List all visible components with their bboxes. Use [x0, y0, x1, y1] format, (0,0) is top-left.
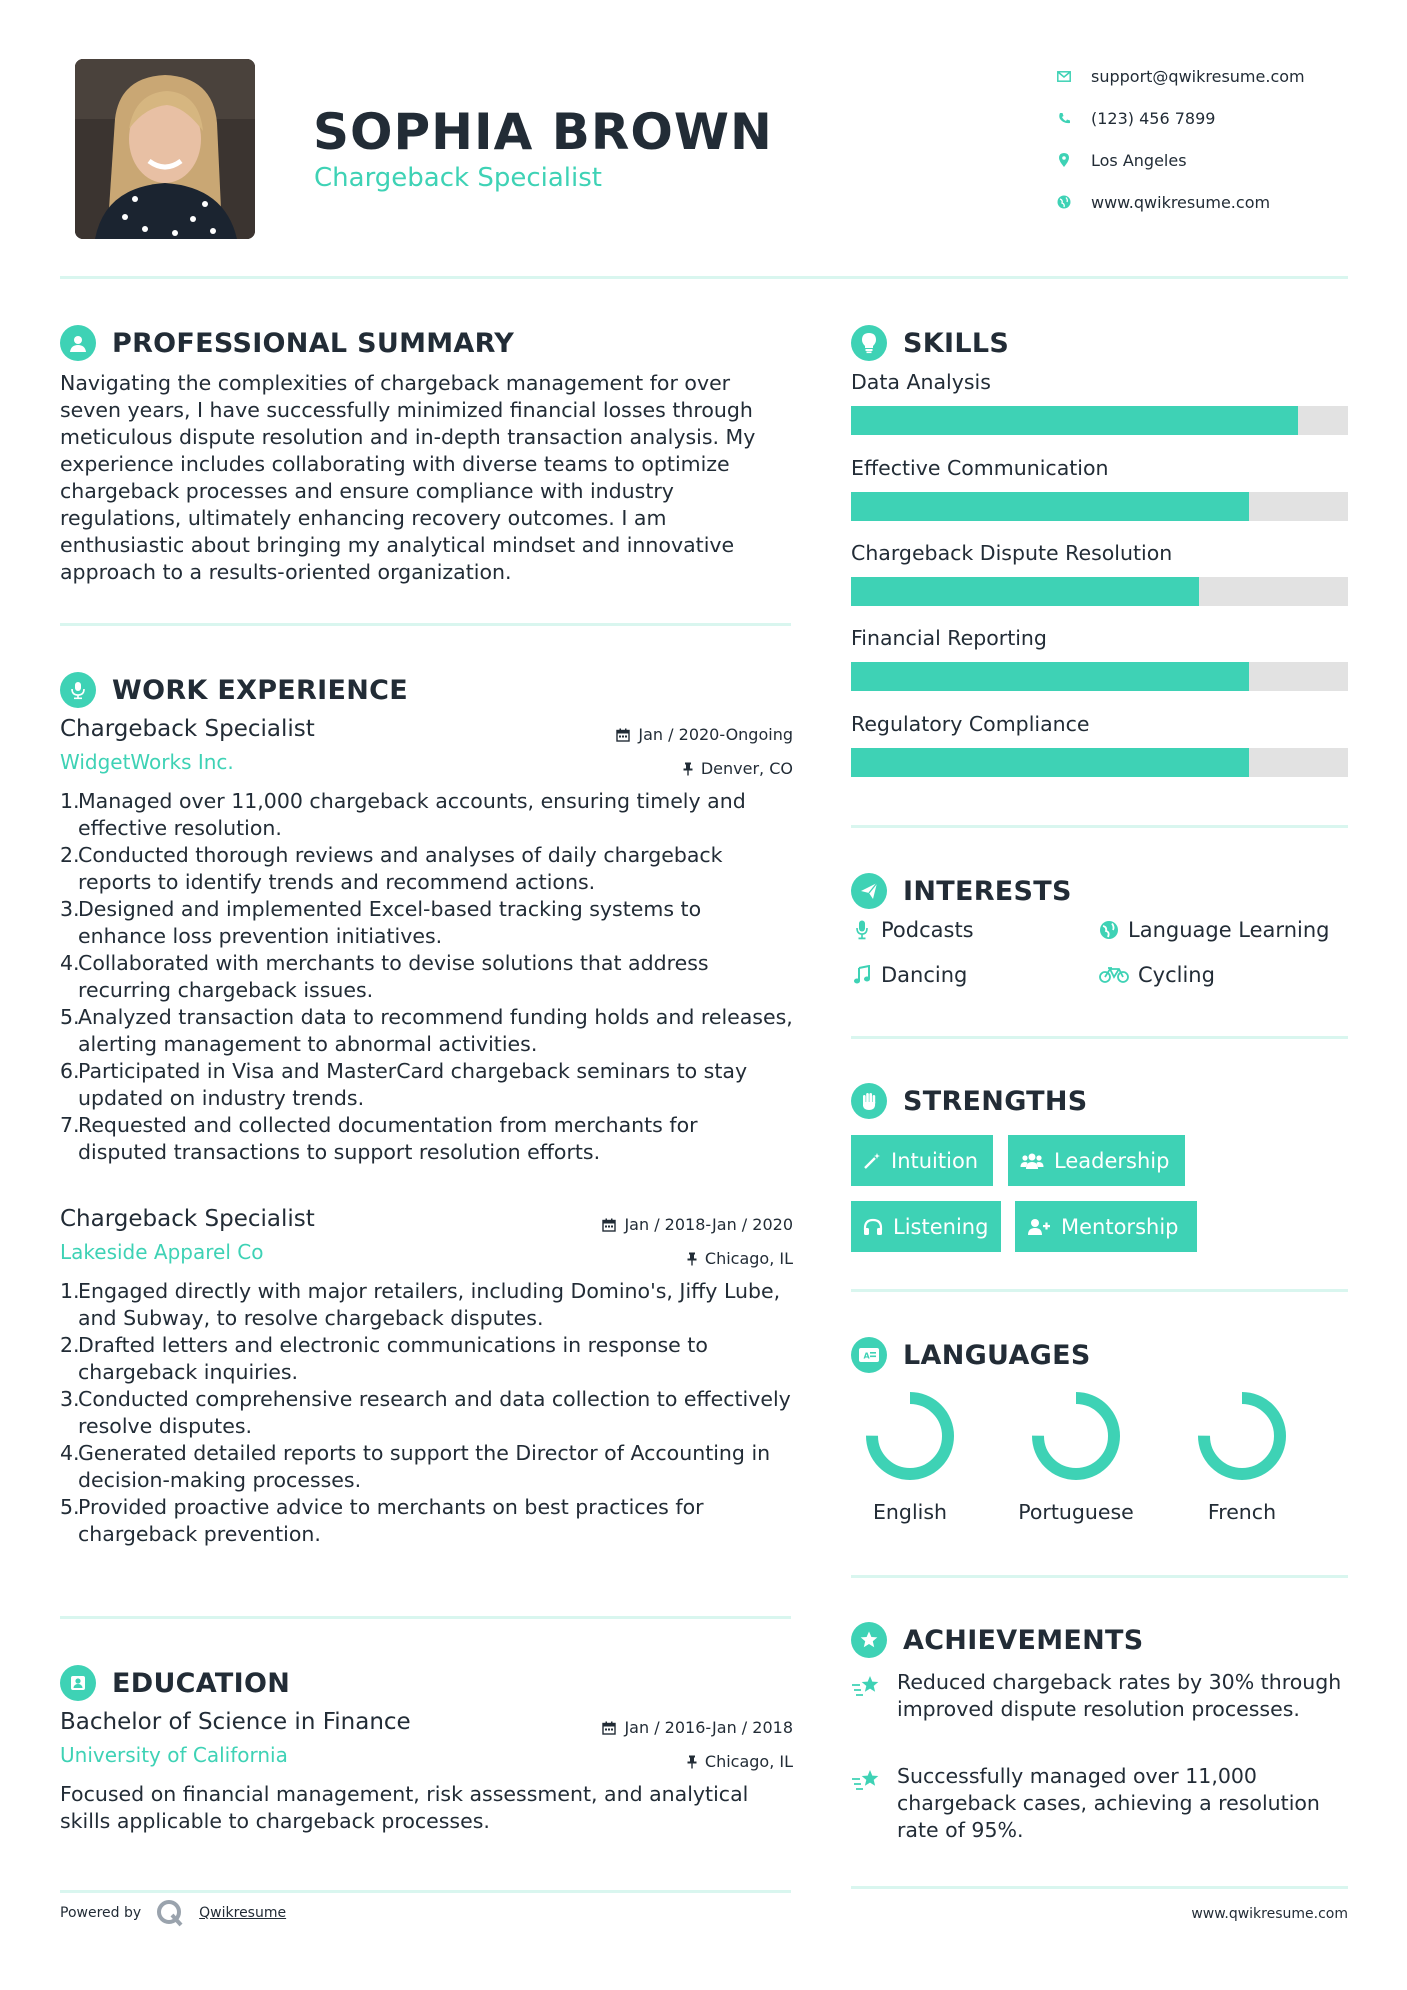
work-title: WORK EXPERIENCE: [112, 674, 408, 706]
footer-powered-by: [60, 1898, 286, 1928]
duty-number: 3.: [60, 1387, 80, 1411]
shooting-star-icon: [851, 1763, 885, 1844]
contact-phone[interactable]: [1055, 97, 1375, 139]
pin-icon: [683, 762, 693, 776]
duty-number: 4.: [60, 951, 80, 975]
job-duty-item: [60, 1494, 793, 1548]
language-name: Portuguese: [1018, 1500, 1134, 1524]
job-location-text: Chicago, IL: [704, 1249, 793, 1268]
duty-text: Generated detailed reports to support the Director of Accounting in decision-making processes.: [78, 1441, 771, 1492]
job-date-text: Jan / 2020-Ongoing: [638, 725, 793, 744]
duty-number: 6.: [60, 1059, 80, 1083]
user-icon: [60, 325, 96, 361]
contact-email-text: support@qwikresume.com: [1091, 66, 1305, 86]
strengths-divider: [851, 1289, 1348, 1292]
language-item: [1172, 1388, 1312, 1524]
job-duty-item: [60, 1112, 793, 1166]
job-duty-item: [60, 1332, 793, 1386]
duty-number: 3.: [60, 897, 80, 921]
achievement-text: Successfully managed over 11,000 chargeback cases, achieving a resolution rate of 95%.: [897, 1764, 1320, 1842]
skill-item: [851, 712, 1348, 777]
job-location: [683, 759, 793, 778]
magic-wand-icon: [863, 1152, 881, 1170]
strength-label: Intuition: [891, 1148, 979, 1173]
job-duty-item: [60, 1058, 793, 1112]
education-entry: [60, 1709, 793, 1835]
job-title: Chargeback Specialist: [60, 716, 315, 742]
calendar-icon: [616, 728, 630, 742]
duty-text: Conducted comprehensive research and data collection to effectively resolve disputes.: [78, 1387, 791, 1438]
skill-item: [851, 456, 1348, 521]
star-badge-icon: [851, 1622, 887, 1658]
strengths-title: STRENGTHS: [903, 1085, 1088, 1117]
globe-icon: [1055, 193, 1073, 211]
work-header: [60, 672, 408, 708]
microphone-icon: [851, 920, 873, 940]
achievements-title: ACHIEVEMENTS: [903, 1624, 1144, 1656]
skills-header: [851, 325, 1009, 361]
contact-email[interactable]: [1055, 55, 1375, 97]
envelope-icon: [1055, 67, 1073, 85]
achievement-text: Reduced chargeback rates by 30% through improved dispute resolution processes.: [897, 1670, 1342, 1721]
achievements-header: [851, 1622, 1144, 1658]
interest-label: Language Learning: [1128, 918, 1330, 942]
interest-label: Cycling: [1138, 963, 1215, 987]
skill-bar-fill: [851, 662, 1249, 691]
briefcase-icon: [60, 672, 96, 708]
interest-label: Podcasts: [881, 918, 974, 942]
job-duty-item: [60, 1278, 793, 1332]
interest-item: [1098, 963, 1215, 987]
skill-bar-fill: [851, 748, 1249, 777]
skill-bar: [851, 748, 1348, 777]
interests-header: [851, 873, 1072, 909]
duty-text: Provided proactive advice to merchants on best practices for chargeback prevention.: [78, 1495, 704, 1546]
duty-text: Collaborated with merchants to devise solutions that address recurring chargeback issues.: [78, 951, 709, 1002]
skill-item: [851, 541, 1348, 606]
candidate-role: Chargeback Specialist: [314, 163, 602, 193]
interests-divider: [851, 1036, 1348, 1039]
achievement-item: [851, 1669, 1351, 1723]
language-gauge: [862, 1388, 958, 1484]
education-title: EDUCATION: [112, 1667, 291, 1699]
language-name: English: [872, 1500, 948, 1524]
job-duties: [60, 788, 793, 1166]
qwikresume-logo-icon: [155, 1898, 185, 1928]
duty-text: Participated in Visa and MasterCard chargeback seminars to stay updated on industry trends.: [78, 1059, 748, 1110]
globe-icon: [1098, 920, 1120, 940]
job-company: WidgetWorks Inc.: [60, 750, 234, 774]
interest-item: [851, 963, 967, 987]
duty-number: 1.: [60, 1279, 80, 1303]
duty-text: Drafted letters and electronic communications in response to chargeback inquiries.: [78, 1333, 708, 1384]
job-title: Chargeback Specialist: [60, 1206, 315, 1232]
lightbulb-icon: [851, 325, 887, 361]
contact-website-text: www.qwikresume.com: [1091, 192, 1271, 212]
music-note-icon: [851, 965, 873, 985]
languages-divider: [851, 1575, 1348, 1578]
duty-number: 2.: [60, 1333, 80, 1357]
shooting-star-icon: [851, 1669, 885, 1723]
education-date-text: Jan / 2016-Jan / 2018: [624, 1718, 793, 1737]
job-duty-item: [60, 950, 793, 1004]
contact-website[interactable]: [1055, 181, 1375, 223]
calendar-icon: [602, 1721, 616, 1735]
contact-phone-text: (123) 456 7899: [1091, 108, 1216, 128]
paper-plane-icon: [851, 873, 887, 909]
degree-title: Bachelor of Science in Finance: [60, 1709, 411, 1735]
duty-number: 5.: [60, 1005, 80, 1029]
strength-label: Listening: [893, 1214, 989, 1239]
interests-title: INTERESTS: [903, 875, 1072, 907]
school-name: University of California: [60, 1743, 288, 1767]
job-location-text: Denver, CO: [700, 759, 793, 778]
education-header: [60, 1665, 290, 1701]
skill-item: [851, 626, 1348, 691]
skill-bar-fill: [851, 406, 1298, 435]
graduation-icon: [60, 1665, 96, 1701]
contact-block: [1055, 55, 1375, 223]
job-duty-item: [60, 1004, 793, 1058]
job-duty-item: [60, 1440, 793, 1494]
header-divider: [60, 276, 1348, 279]
pin-icon: [687, 1252, 697, 1266]
phone-icon: [1055, 109, 1073, 127]
calendar-icon: [602, 1218, 616, 1232]
contact-location: [1055, 139, 1375, 181]
language-item: [840, 1388, 980, 1524]
skill-bar: [851, 492, 1348, 521]
skill-name: Effective Communication: [851, 456, 1109, 480]
users-icon: [1020, 1152, 1044, 1170]
duty-number: 2.: [60, 843, 80, 867]
interest-item: [851, 918, 974, 942]
footer-website[interactable]: www.qwikresume.com: [1191, 1906, 1348, 1922]
duty-number: 1.: [60, 789, 80, 813]
job-date-text: Jan / 2018-Jan / 2020: [624, 1215, 793, 1234]
qwikresume-link[interactable]: Qwikresume: [199, 1905, 287, 1921]
pin-icon: [687, 1755, 697, 1769]
achievements-divider: [851, 1886, 1348, 1889]
education-location: [687, 1752, 793, 1771]
job-date: [616, 725, 793, 744]
language-item: [1006, 1388, 1146, 1524]
strengths-header: [851, 1083, 1088, 1119]
duty-text: Analyzed transaction data to recommend funding holds and releases, alerting management to abnormal activities.: [78, 1005, 793, 1056]
duty-text: Requested and collected documentation from merchants for disputed transactions to support resolution efforts.: [78, 1113, 698, 1164]
map-pin-icon: [1055, 151, 1073, 169]
job-duties: [60, 1278, 793, 1548]
languages-header: [851, 1337, 1091, 1373]
strength-label: Mentorship: [1061, 1214, 1179, 1239]
hand-icon: [851, 1083, 887, 1119]
skill-bar-fill: [851, 492, 1249, 521]
education-divider: [60, 1890, 791, 1893]
language-gauge: [1194, 1388, 1290, 1484]
skill-bar-fill: [851, 577, 1199, 606]
job-entry: [60, 716, 793, 1166]
interest-label: Dancing: [881, 963, 968, 987]
languages-title: LANGUAGES: [903, 1339, 1091, 1371]
summary-title: PROFESSIONAL SUMMARY: [112, 327, 515, 359]
skill-name: Financial Reporting: [851, 626, 1047, 650]
bicycle-icon: [1098, 966, 1130, 984]
contact-location-text: Los Angeles: [1091, 150, 1187, 170]
duty-text: Conducted thorough reviews and analyses of daily chargeback reports to identify trends and recommend actions.: [78, 843, 723, 894]
profile-photo: [75, 59, 255, 239]
skills-divider: [851, 825, 1348, 828]
job-company: Lakeside Apparel Co: [60, 1240, 264, 1264]
candidate-name: SOPHIA BROWN: [313, 103, 773, 161]
strength-tag: [851, 1135, 993, 1186]
duty-number: 4.: [60, 1441, 80, 1465]
duty-number: 7.: [60, 1113, 80, 1137]
education-description: Focused on financial management, risk assessment, and analytical skills applicable to chargeback processes.: [60, 1782, 749, 1833]
language-gauge: [1028, 1388, 1124, 1484]
duty-text: Managed over 11,000 chargeback accounts, ensuring timely and effective resolution.: [78, 789, 746, 840]
powered-by-label: Powered by: [60, 1905, 142, 1921]
strength-label: Leadership: [1054, 1148, 1170, 1173]
strength-tag: [1015, 1201, 1197, 1252]
skill-bar: [851, 662, 1348, 691]
summary-divider: [60, 623, 791, 626]
job-duty-item: [60, 842, 793, 896]
user-plus-icon: [1027, 1218, 1051, 1236]
skill-name: Chargeback Dispute Resolution: [851, 541, 1173, 565]
duty-text: Engaged directly with major retailers, including Domino's, Jiffy Lube, and Subway, to resolve chargeback disputes.: [78, 1279, 781, 1330]
skill-bar: [851, 406, 1348, 435]
job-entry: [60, 1206, 793, 1548]
strength-tag: [1008, 1135, 1185, 1186]
job-duty-item: [60, 1386, 793, 1440]
summary-header: [60, 325, 514, 361]
interest-item: [1098, 918, 1329, 942]
skill-bar: [851, 577, 1348, 606]
job-date: [602, 1215, 793, 1234]
education-location-text: Chicago, IL: [704, 1752, 793, 1771]
job-location: [687, 1249, 793, 1268]
education-date: [602, 1718, 793, 1737]
skill-name: Data Analysis: [851, 370, 991, 394]
skill-item: [851, 370, 1348, 435]
headphones-icon: [863, 1218, 883, 1236]
job-duty-item: [60, 896, 793, 950]
language-name: French: [1207, 1500, 1277, 1524]
duty-text: Designed and implemented Excel-based tracking systems to enhance loss prevention initiatives.: [78, 897, 702, 948]
job-duty-item: [60, 788, 793, 842]
achievement-item: [851, 1763, 1351, 1844]
summary-text: Navigating the complexities of chargeback management for over seven years, I have successfully minimized financial losses through meticulous dispute resolution and in-depth transaction analysis. My experience includes collaborating with diverse teams to optimize chargeback processes and ensure compliance with industry regulations, ultimately enhancing recovery outcomes. I am enthusiastic about bringing my analytical mindset and innovative approach to a results-oriented organization.: [60, 371, 756, 584]
work-divider: [60, 1616, 791, 1619]
skill-name: Regulatory Compliance: [851, 712, 1090, 736]
skills-title: SKILLS: [903, 327, 1010, 359]
svg-text:A: A: [863, 1351, 870, 1361]
duty-number: 5.: [60, 1495, 80, 1519]
strength-tag: [851, 1201, 1001, 1252]
language-card-icon: [851, 1337, 887, 1373]
